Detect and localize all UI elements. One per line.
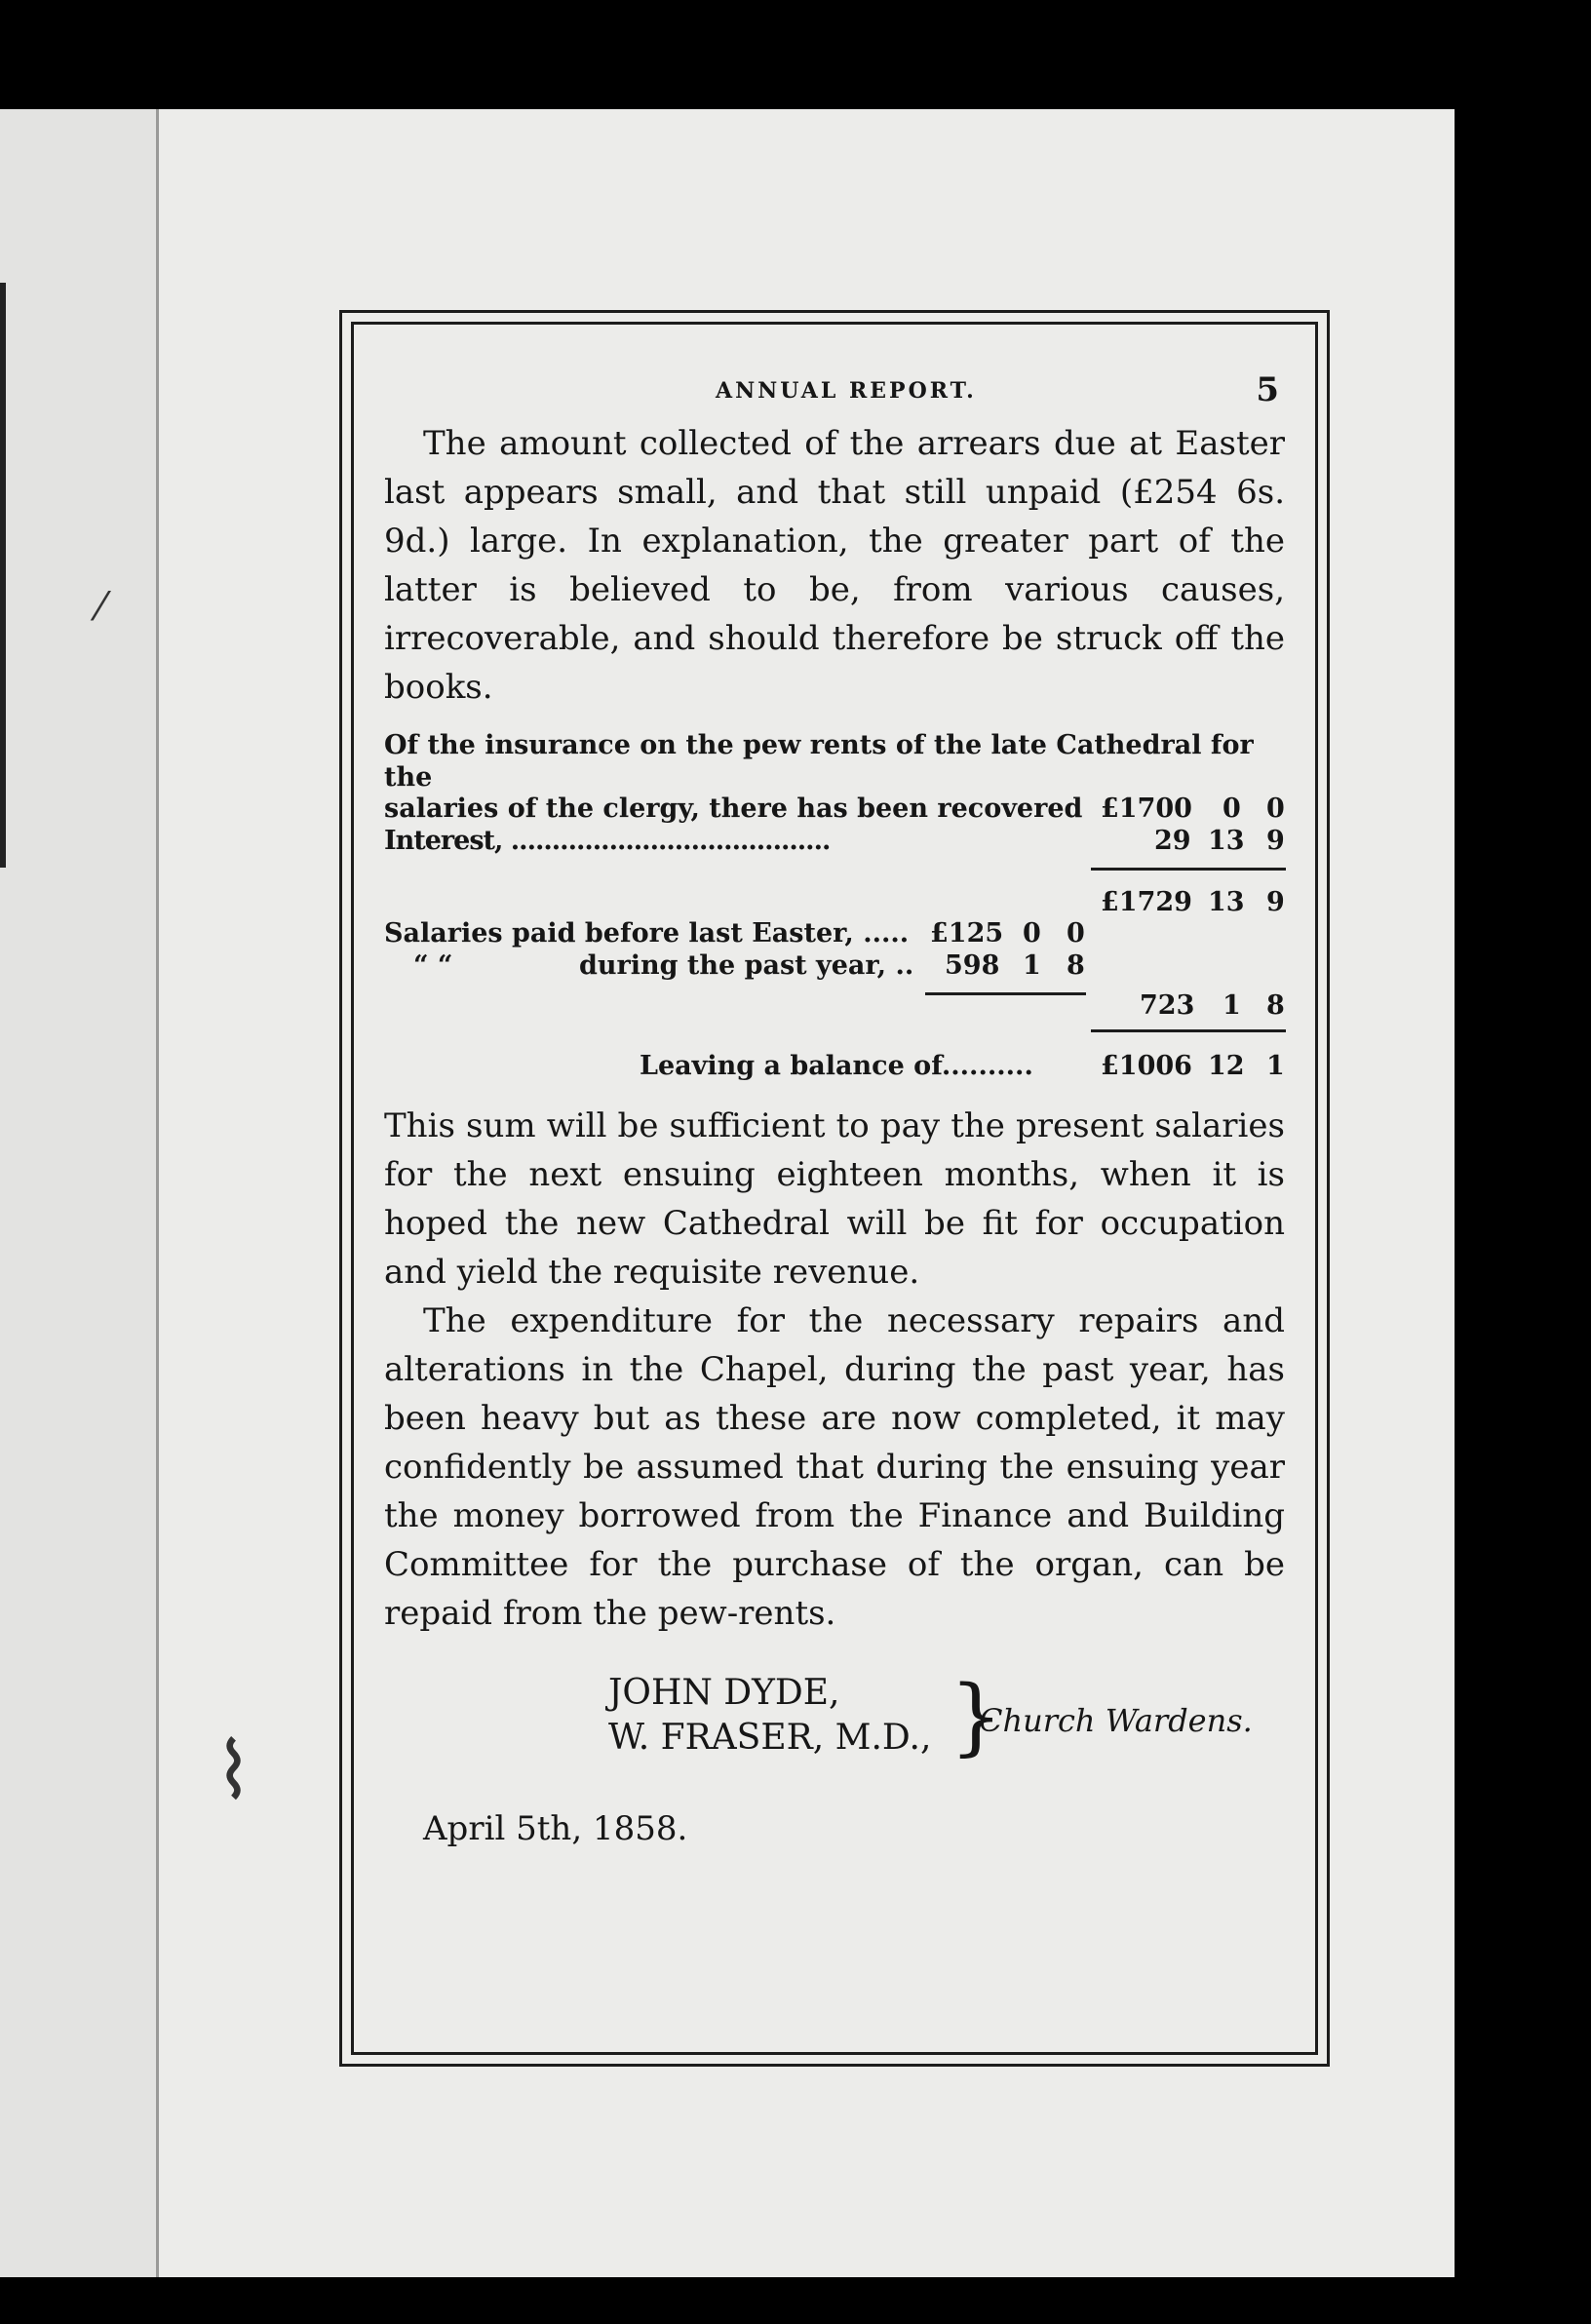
signature-block xyxy=(384,1668,1285,1848)
recovered-row xyxy=(384,794,1285,826)
paid-rule xyxy=(925,992,1086,995)
salaries-before-pence: 0 xyxy=(1067,918,1085,949)
salaries-during-label: during the past year, .. xyxy=(579,950,914,981)
interest-shillings: 13 xyxy=(1208,826,1245,856)
paid-total-pounds: 723 xyxy=(1140,990,1195,1021)
binding-shadow xyxy=(0,283,6,868)
paid-total-shillings: 1 xyxy=(1222,990,1241,1021)
salaries-before-label: Salaries paid before last Easter, ..... xyxy=(384,918,910,949)
paid-total-pence: 8 xyxy=(1266,990,1285,1021)
margin-ink-mark: ⌇ xyxy=(214,1725,253,1816)
total-pence: 9 xyxy=(1266,887,1285,917)
total-rule xyxy=(1091,868,1286,871)
recovered-shillings: 0 xyxy=(1222,794,1241,824)
running-head xyxy=(384,370,1285,419)
interest-pence: 9 xyxy=(1266,826,1285,856)
salaries-before-pounds: £125 xyxy=(930,918,1004,949)
report-date: April 5th, 1858. xyxy=(423,1809,688,1848)
salaries-during-shillings: 1 xyxy=(1023,950,1041,981)
recovered-pence: 0 xyxy=(1266,794,1285,824)
signatory-fraser: W. FRASER, M.D., xyxy=(608,1718,932,1758)
salaries-during-row xyxy=(384,950,1285,983)
balance-rule-row xyxy=(384,1024,1285,1045)
recovered-pounds: £1700 xyxy=(1101,794,1192,824)
account-statement xyxy=(384,729,1285,1094)
total-shillings: 13 xyxy=(1208,887,1245,917)
margin-pencil-mark: ⁄ xyxy=(97,585,104,630)
interest-row xyxy=(384,826,1285,858)
balance-pounds: £1006 xyxy=(1101,1051,1192,1081)
balance-pence: 1 xyxy=(1266,1051,1285,1081)
recovered-label: salaries of the clergy, there has been recovered xyxy=(384,794,1083,824)
page-number: 5 xyxy=(1256,370,1279,409)
salaries-before-shillings: 0 xyxy=(1023,918,1041,949)
facing-page-edge xyxy=(0,109,159,2277)
balance-rule xyxy=(1091,1029,1286,1032)
total-pounds: £1729 xyxy=(1101,887,1192,917)
running-title: ANNUAL REPORT. xyxy=(716,378,977,404)
paragraph-expenditure: The expenditure for the necessary repairs and alterations in the Chapel, during the past year, has been heavy but as these are now completed, it may confidently be assumed that during the ensuing year the money borrowed from the Finance and Building Committee for the purchase of the organ, can be repaid from the pew-rents. xyxy=(384,1301,1285,1633)
paragraph-salaries: This sum will be sufficient to pay the present salaries for the next ensuing eighteen months, when it is hoped the new Cathedral will be fit for occupation and yield the requisite revenue. xyxy=(384,1106,1285,1292)
paid-total-row xyxy=(384,983,1285,1024)
ditto-marks: “ “ xyxy=(413,950,453,981)
interest-pounds: 29 xyxy=(1154,826,1191,856)
salaries-during-pounds: 598 xyxy=(945,950,1000,981)
account-intro-line1: Of the insurance on the pew rents of the late Cathedral for the xyxy=(384,730,1254,793)
total-rule-row xyxy=(384,858,1285,879)
paragraph-arrears: The amount collected of the arrears due at Easter last appears small, and that still unpaid (£254 6s. 9d.) large. In explanation, the greater part of the latter is believed to be, from various causes, irrecoverable, and should therefore be struck off the books. xyxy=(384,424,1285,707)
report-text-block xyxy=(384,370,1285,1848)
signature-brace: } xyxy=(950,1668,1003,1765)
interest-label: Interest, ....................................... xyxy=(384,826,831,856)
balance-shillings: 12 xyxy=(1208,1051,1245,1081)
balance-label: Leaving a balance of.......... xyxy=(640,1051,1033,1081)
signatory-role: Church Wardens. xyxy=(979,1702,1253,1739)
balance-row xyxy=(384,1045,1285,1094)
salaries-before-row xyxy=(384,918,1285,950)
salaries-during-pence: 8 xyxy=(1067,950,1085,981)
signatory-dyde: JOHN DYDE, xyxy=(608,1673,840,1713)
total-row xyxy=(384,879,1285,918)
